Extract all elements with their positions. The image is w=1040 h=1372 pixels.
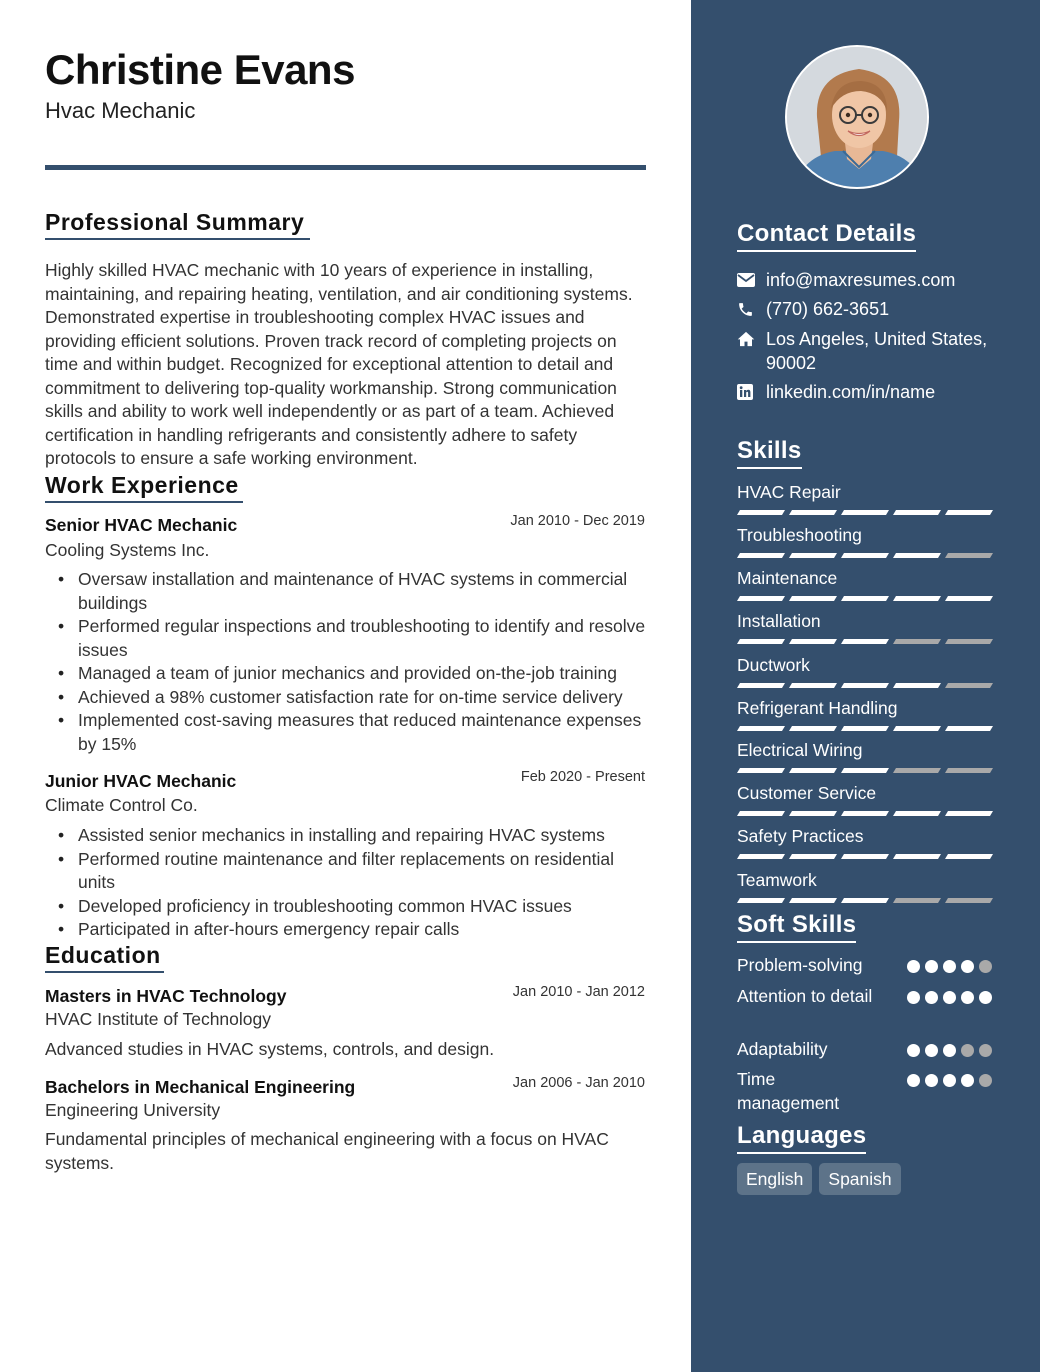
- skill-name: Teamwork: [737, 870, 817, 890]
- skill-segment-filled: [789, 726, 837, 731]
- skill-segment-filled: [893, 510, 941, 515]
- profile-photo-illustration: [787, 47, 929, 189]
- job-bullet: • Achieved a 98% customer satisfaction rate for on-time service delivery: [45, 686, 647, 710]
- skill-segment-filled: [893, 683, 941, 688]
- job-bullet: • Participated in after-hours emergency repair calls: [45, 918, 647, 942]
- skill-segment-filled: [841, 768, 889, 773]
- skill-item: [737, 739, 993, 761]
- job-bullet: • Performed regular inspections and troubleshooting to identify and resolve issues: [45, 615, 647, 662]
- job-bullet: • Performed routine maintenance and filter replacements on residential units: [45, 848, 647, 895]
- rating-dot-empty: [979, 1044, 992, 1057]
- degree-date: Jan 2006 - Jan 2010: [512, 1075, 645, 1091]
- rating-dot-filled: [925, 991, 938, 1004]
- skill-segment-filled: [841, 898, 889, 903]
- contact-phone-row[interactable]: [737, 298, 1007, 322]
- skill-level-bar: [737, 768, 993, 773]
- job-bullet: • Managed a team of junior mechanics and provided on-the-job training: [45, 662, 647, 686]
- skill-item: [737, 610, 993, 632]
- linkedin-icon: [737, 381, 766, 403]
- skill-segment-empty: [945, 898, 993, 903]
- skill-segment-filled: [789, 811, 837, 816]
- rating-dot-empty: [979, 960, 992, 973]
- skill-segment-filled: [737, 553, 785, 558]
- skill-segment-filled: [737, 768, 785, 773]
- skill-name: HVAC Repair: [737, 482, 841, 502]
- header-divider: [45, 165, 646, 170]
- skill-item: [737, 869, 993, 891]
- skill-segment-filled: [945, 854, 993, 859]
- skill-level-bar: [737, 726, 993, 731]
- candidate-role: Hvac Mechanic: [45, 98, 196, 123]
- rating-dot-filled: [961, 1074, 974, 1087]
- skill-item: [737, 697, 993, 719]
- skill-segment-filled: [789, 898, 837, 903]
- degree-description: Fundamental principles of mechanical engineering with a focus on HVAC systems.: [45, 1129, 609, 1173]
- skill-name: Electrical Wiring: [737, 740, 863, 760]
- skill-name: Refrigerant Handling: [737, 698, 898, 718]
- soft-skills-heading: Soft Skills: [737, 911, 856, 943]
- rating-dot-filled: [925, 1074, 938, 1087]
- skill-segment-empty: [945, 553, 993, 558]
- skill-name: Ductwork: [737, 655, 810, 675]
- rating-dot-filled: [925, 1044, 938, 1057]
- skill-segment-empty: [945, 639, 993, 644]
- skill-name: Customer Service: [737, 783, 877, 803]
- skill-segment-filled: [841, 596, 889, 601]
- skill-segment-filled: [789, 854, 837, 859]
- skill-item: [737, 524, 993, 546]
- rating-dot-filled: [907, 960, 920, 973]
- skill-level-bar: [737, 553, 993, 558]
- rating-dot-filled: [979, 991, 992, 1004]
- degree-title: Bachelors in Mechanical Engineering: [45, 1077, 356, 1097]
- sidebar: [691, 0, 1040, 1372]
- experience-heading: Work Experience: [45, 472, 243, 503]
- contact-address: Los Angeles, United States, 90002: [766, 329, 988, 373]
- skill-item: [737, 481, 993, 503]
- job-date: Jan 2010 - Dec 2019: [510, 513, 645, 529]
- job-bullet: • Developed proficiency in troubleshooting common HVAC issues: [45, 895, 647, 919]
- soft-skill-rating: [907, 1074, 993, 1087]
- language-chip: Spanish: [819, 1163, 900, 1195]
- skill-segment-filled: [945, 726, 993, 731]
- rating-dot-filled: [943, 1074, 956, 1087]
- rating-dot-filled: [925, 960, 938, 973]
- skill-name: Maintenance: [737, 568, 838, 588]
- skill-segment-filled: [841, 553, 889, 558]
- skill-segment-filled: [945, 596, 993, 601]
- skill-segment-filled: [893, 854, 941, 859]
- rating-dot-filled: [907, 991, 920, 1004]
- skill-segment-filled: [841, 639, 889, 644]
- job-bullet: • Oversaw installation and maintenance of HVAC systems in commercial buildings: [45, 568, 647, 615]
- skill-segment-filled: [945, 811, 993, 816]
- soft-skill-name: Time management: [737, 1069, 840, 1113]
- skill-level-bar: [737, 510, 993, 515]
- skill-segment-filled: [737, 639, 785, 644]
- skill-name: Installation: [737, 611, 821, 631]
- home-icon: [737, 328, 766, 350]
- skill-segment-empty: [893, 768, 941, 773]
- soft-skill-rating: [907, 960, 993, 973]
- job-bullets: [45, 568, 647, 756]
- school-name: HVAC Institute of Technology: [45, 1009, 272, 1029]
- job-title: Senior HVAC Mechanic: [45, 515, 238, 535]
- skill-segment-filled: [737, 683, 785, 688]
- skill-segment-filled: [789, 596, 837, 601]
- rating-dot-empty: [979, 1074, 992, 1087]
- soft-skill-name: Adaptability: [737, 1039, 828, 1059]
- skill-segment-filled: [841, 726, 889, 731]
- rating-dot-filled: [943, 991, 956, 1004]
- skill-segment-filled: [841, 510, 889, 515]
- skill-segment-filled: [737, 510, 785, 515]
- degree-description: Advanced studies in HVAC systems, controls, and design.: [45, 1039, 495, 1059]
- rating-dot-filled: [907, 1074, 920, 1087]
- envelope-icon: [737, 269, 766, 291]
- school-name: Engineering University: [45, 1100, 221, 1120]
- skill-segment-filled: [841, 683, 889, 688]
- skill-name: Troubleshooting: [737, 525, 862, 545]
- rating-dot-filled: [961, 960, 974, 973]
- skill-item: [737, 825, 993, 847]
- skill-level-bar: [737, 639, 993, 644]
- skill-level-bar: [737, 898, 993, 903]
- skill-segment-empty: [945, 683, 993, 688]
- skill-segment-filled: [789, 683, 837, 688]
- skill-segment-filled: [789, 510, 837, 515]
- languages-heading: Languages: [737, 1122, 866, 1154]
- skill-segment-filled: [841, 811, 889, 816]
- contact-email[interactable]: info@maxresumes.com: [766, 270, 956, 290]
- skill-segment-filled: [789, 639, 837, 644]
- job-title: Junior HVAC Mechanic: [45, 771, 237, 791]
- skill-segment-filled: [893, 596, 941, 601]
- contact-linkedin-row[interactable]: [737, 381, 1007, 405]
- skill-level-bar: [737, 811, 993, 816]
- candidate-name: Christine Evans: [45, 46, 355, 93]
- skill-segment-empty: [893, 639, 941, 644]
- skill-segment-filled: [841, 854, 889, 859]
- skill-segment-filled: [737, 898, 785, 903]
- skill-segment-empty: [945, 768, 993, 773]
- contact-address-row: [737, 328, 1007, 375]
- job-bullets: [45, 824, 647, 942]
- job-company: Climate Control Co.: [45, 795, 198, 815]
- skill-level-bar: [737, 683, 993, 688]
- rating-dot-empty: [961, 1044, 974, 1057]
- summary-text: Highly skilled HVAC mechanic with 10 years of experience in installing, maintaining, and repairing heating, ventilation, and air conditioning systems. Demonstrated expertise in troubleshooting complex HVAC issues and providing efficient solutions. Proven track record of completing projects on time and within budget. Recognized for exceptional attention to detail and commitment to delivering top-quality workmanship. Strong communication skills and ability to work well independently or as part of a team. Achieved certification in handling refrigerants and consistently adhere to safety protocols to ensure a safe working environment.: [45, 260, 633, 468]
- job-date: Feb 2020 - Present: [520, 769, 645, 785]
- skill-segment-filled: [789, 553, 837, 558]
- skill-segment-filled: [737, 854, 785, 859]
- summary-heading: Professional Summary: [45, 209, 310, 240]
- rating-dot-filled: [961, 991, 974, 1004]
- skill-segment-filled: [893, 726, 941, 731]
- skill-segment-empty: [893, 898, 941, 903]
- skill-segment-filled: [737, 726, 785, 731]
- job-bullet: • Assisted senior mechanics in installing and repairing HVAC systems: [45, 824, 647, 848]
- language-chip: English: [737, 1163, 812, 1195]
- rating-dot-filled: [943, 960, 956, 973]
- skill-name: Safety Practices: [737, 826, 864, 846]
- soft-skill-rating: [907, 1044, 993, 1057]
- phone-icon: [737, 298, 766, 320]
- languages-list: [737, 1163, 901, 1195]
- profile-photo: [785, 45, 929, 189]
- degree-date: Jan 2010 - Jan 2012: [512, 984, 645, 1000]
- skill-segment-filled: [789, 768, 837, 773]
- skill-item: [737, 654, 993, 676]
- contact-phone[interactable]: (770) 662-3651: [766, 299, 890, 319]
- rating-dot-filled: [943, 1044, 956, 1057]
- skill-segment-filled: [737, 811, 785, 816]
- rating-dot-filled: [907, 1044, 920, 1057]
- contact-linkedin[interactable]: linkedin.com/in/name: [766, 382, 936, 402]
- education-heading: Education: [45, 942, 164, 973]
- contact-heading: Contact Details: [737, 220, 916, 252]
- soft-skill-name: Attention to detail: [737, 986, 873, 1006]
- job-bullet: • Implemented cost-saving measures that reduced maintenance expenses by 15%: [45, 709, 647, 756]
- job-company: Cooling Systems Inc.: [45, 540, 210, 560]
- skill-segment-filled: [893, 811, 941, 816]
- skill-segment-filled: [737, 596, 785, 601]
- skill-item: [737, 567, 993, 589]
- skills-heading: Skills: [737, 437, 802, 469]
- skill-level-bar: [737, 854, 993, 859]
- soft-skill-rating: [907, 991, 993, 1004]
- skill-level-bar: [737, 596, 993, 601]
- degree-title: Masters in HVAC Technology: [45, 986, 287, 1006]
- soft-skill-name: Problem-solving: [737, 955, 863, 975]
- skill-item: [737, 782, 993, 804]
- skill-segment-filled: [893, 553, 941, 558]
- skill-segment-filled: [945, 510, 993, 515]
- contact-email-row[interactable]: [737, 269, 1007, 293]
